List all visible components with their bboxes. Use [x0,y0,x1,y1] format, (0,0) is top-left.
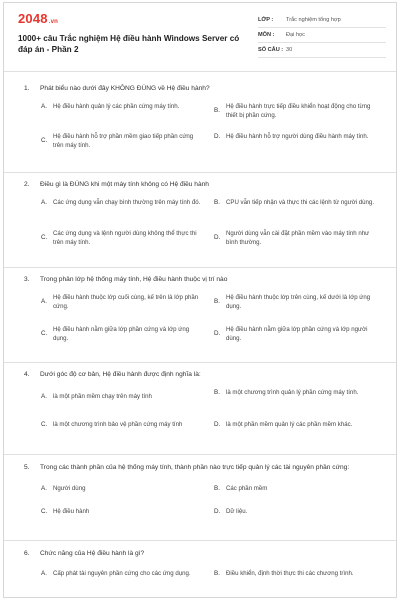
question-number: 6. [24,550,30,557]
option-letter: B. [214,107,220,115]
question-divider [4,454,397,455]
meta-row-class [258,13,386,28]
option-b[interactable] [214,293,394,311]
option-text: Hệ điều hành hỗ trợ người dùng điều hành máy tính. [226,132,369,140]
option-letter: C. [41,330,48,338]
option-letter: A. [41,484,47,492]
option-b[interactable] [214,388,394,397]
option-a[interactable] [41,569,221,578]
meta-row-subject [258,28,386,43]
option-letter: A. [41,102,47,110]
option-a[interactable] [41,392,221,401]
meta-label: MÔN : [258,32,275,38]
option-b[interactable] [214,569,394,578]
option-letter: C. [41,507,48,515]
option-letter: A. [41,392,47,400]
question-block [24,84,384,149]
meta-row-count [258,43,386,58]
document-page [3,2,397,598]
option-d[interactable] [214,229,394,247]
option-text: Hệ điều hành quản lý các phần cứng máy tính. [53,102,180,110]
option-letter: D. [214,132,221,140]
option-letter: A. [41,569,47,577]
option-text: là một phần mềm quản lý các phần mềm khác. [226,420,353,428]
option-text: Hệ điều hành [53,507,90,515]
option-letter: D. [214,507,221,515]
option-letter: B. [214,569,220,577]
document-title: 1000+ câu Trắc nghiệm Hệ điều hành Windows Server có đáp án - Phần 2 [18,34,240,54]
question-text: Điều gì là ĐÚNG khi một máy tính không có Hệ điều hành [40,181,209,188]
option-letter: A. [41,198,47,206]
option-text: Cấp phát tài nguyên phần cứng cho các ứng dụng. [53,569,191,577]
option-c[interactable] [41,132,221,150]
option-b[interactable] [214,102,394,120]
option-c[interactable] [41,325,221,343]
option-letter: A. [41,298,47,306]
option-text: Người dùng [53,484,86,492]
option-text: Người dùng vẫn cài đặt phần mềm vào máy tính như bình thường. [226,229,370,246]
option-a[interactable] [41,102,221,111]
option-letter: B. [214,388,220,396]
option-letter: B. [214,484,220,492]
option-a[interactable] [41,293,221,311]
question-block [24,180,384,246]
option-text: Các ứng dụng và lệnh người dùng không thể thực thi trên máy tính. [53,229,197,246]
option-letter: D. [214,420,221,428]
question-text: Chức năng của Hệ điều hành là gì? [40,550,145,557]
question-divider [4,362,397,363]
meta-label: LỚP : [258,17,274,23]
question-block [24,463,384,515]
question-block [24,549,384,577]
option-text: CPU vẫn tiếp nhận và thực thi các lệnh từ người dùng. [226,198,375,206]
option-text: Các phần mềm [226,484,268,492]
question-number: 2. [24,181,30,188]
option-text: là một phần mềm chạy trên máy tính [53,392,152,400]
option-letter: D. [214,330,221,338]
option-text: Hệ điều hành nằm giữa lớp phần cứng và lớp ứng dụng. [53,325,190,342]
meta-value: Đại học [286,32,305,38]
option-b[interactable] [214,484,394,493]
meta-value: 30 [286,47,293,53]
option-d[interactable] [214,420,394,429]
header-divider [4,71,397,72]
option-b[interactable] [214,198,394,207]
option-text: là một chương trình quản lý phần cứng máy tính. [226,388,359,396]
option-letter: B. [214,298,220,306]
meta-info [258,13,386,58]
option-text: Hệ điều hành thuộc lớp cuối cùng, kế trên là lớp phần cứng. [53,293,199,310]
question-block [24,370,384,428]
option-letter: D. [214,234,221,242]
document-header [4,3,396,77]
option-letter: C. [41,234,48,242]
option-c[interactable] [41,507,221,516]
option-c[interactable] [41,420,221,429]
option-text: Dữ liệu. [226,507,248,515]
option-c[interactable] [41,229,221,247]
question-text: Phát biểu nào dưới đây KHÔNG ĐÚNG về Hệ điều hành? [40,85,210,92]
question-number: 4. [24,371,30,378]
option-letter: B. [214,198,220,206]
option-d[interactable] [214,507,394,516]
question-number: 5. [24,464,30,471]
question-text: Trong phân lớp hệ thống máy tính, Hệ điều hành thuộc vị trí nào [40,276,228,283]
question-divider [4,267,397,268]
site-logo[interactable]: 2048.vn [18,11,59,26]
option-text: Hệ điều hành hỗ trợ phần mềm giao tiếp phần cứng trên máy tính. [53,132,194,149]
question-text: Trong các thành phần của hệ thống máy tính, thành phần nào trực tiếp quản lý các tài nguyên phần cứng: [40,464,350,471]
question-number: 3. [24,276,30,283]
option-a[interactable] [41,198,221,207]
option-text: Hệ điều hành nằm giữa lớp phần cứng và lớp người dùng. [226,325,368,342]
option-text: là một chương trình bảo vệ phần cứng máy tính [53,420,183,428]
option-text: Điều khiển, định thời thực thi các chương trình. [226,569,354,577]
question-text: Dưới góc độ cơ bản, Hệ điều hành được định nghĩa là: [40,371,201,378]
question-divider [4,172,397,173]
option-letter: C. [41,420,48,428]
option-text: Các ứng dụng vẫn chạy bình thường trên máy tính đó. [53,198,201,206]
meta-label: SỐ CÂU : [258,47,284,53]
question-divider [4,540,397,541]
question-block [24,275,384,342]
option-a[interactable] [41,484,221,493]
option-d[interactable] [214,132,394,141]
option-text: Hệ điều hành trực tiếp điều khiển hoạt động cho từng thiết bị phần cứng. [226,102,371,119]
meta-value: Trắc nghiệm tổng hợp [286,17,341,23]
option-letter: C. [41,137,48,145]
option-d[interactable] [214,325,394,343]
question-number: 1. [24,85,30,92]
option-text: Hệ điều hành thuộc lớp trên cùng, kế dưới là lớp ứng dụng. [226,293,371,310]
